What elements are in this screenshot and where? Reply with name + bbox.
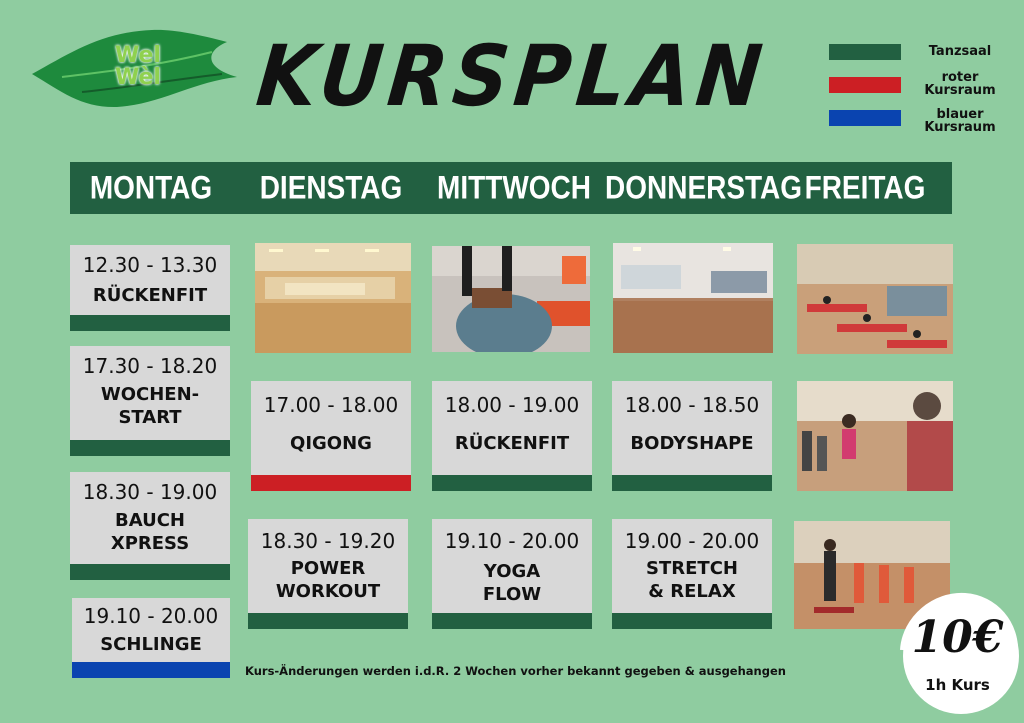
class-time: 17.30 - 18.20 [82,354,218,378]
class-card-thu-stretchrelax [612,519,772,629]
class-card-thu-bodyshape [612,381,772,491]
class-name-line2: WORKOUT [275,581,381,602]
class-name-line2: & RELAX [648,581,736,602]
class-name-line1: WOCHEN- [100,384,200,405]
photo-kursraum-empty [613,243,773,353]
class-name-line1: STRETCH [646,558,738,579]
schedule-notice: Kurs-Änderungen werden i.d.R. 2 Wochen vorher bekannt gegeben & ausgehangen [245,664,786,678]
class-time: 19.10 - 20.00 [83,604,219,628]
day-mittwoch: MITTWOCH [437,169,591,206]
room-bar-tanzsaal [248,613,408,629]
room-bar-tanzsaal [612,475,772,491]
room-bar-tanzsaal [70,440,230,456]
photo-group-aerobic [797,381,953,491]
class-name-line1: BAUCH [115,510,185,531]
class-time: 19.10 - 20.00 [444,529,580,553]
room-bar-tanzsaal [432,613,592,629]
class-card-mon-wochenstart [70,346,230,456]
class-time: 18.00 - 19.00 [444,393,580,417]
class-name-line2: XPRESS [110,533,190,554]
day-montag: MONTAG [89,169,213,206]
legend-swatch-tanzsaal [829,44,901,60]
class-card-mon-rueckenfit [70,245,230,331]
class-time: 17.00 - 18.00 [263,393,399,417]
logo-text: Wel Wèl [115,43,161,90]
class-card-wed-rueckenfit [432,381,592,491]
class-card-tue-powerworkout [248,519,408,629]
class-time: 18.00 - 18.50 [624,393,760,417]
price-value: 10€ [911,612,1004,663]
photo-group-mats [797,244,953,354]
room-bar-blau [72,662,230,678]
room-bar-tanzsaal [70,315,230,331]
day-dienstag: DIENSTAG [259,169,403,206]
class-card-tue-qigong [251,381,411,491]
class-name: BODYSHAPE [630,433,754,454]
day-donnerstag: DONNERSTAG [605,169,803,206]
room-bar-tanzsaal [70,564,230,580]
class-name-line2: START [118,407,182,428]
photo-tanzsaal-empty [255,243,411,353]
class-time: 18.30 - 19.00 [82,480,218,504]
class-card-mon-schlinge [72,598,230,678]
price-unit: 1h Kurs [925,676,990,694]
day-freitag: FREITAG [804,169,926,206]
room-bar-tanzsaal [432,475,592,491]
class-name: RÜCKENFIT [454,433,570,454]
class-time: 18.30 - 19.20 [260,529,396,553]
class-name: QIGONG [290,433,372,454]
legend-swatch-rot [829,77,901,93]
legend-label-blau: blauer Kursraum [924,107,996,135]
photo-gymball [432,246,590,352]
class-time: 12.30 - 13.30 [82,253,218,277]
class-card-wed-yogaflow [432,519,592,629]
room-bar-tanzsaal [612,613,772,629]
legend-label-rot: roter Kursraum [924,70,996,98]
class-name-line1: YOGA [483,561,541,582]
legend-swatch-blau [829,110,901,126]
page-title: KURSPLAN [252,27,772,125]
class-name: SCHLINGE [100,634,202,655]
class-time: 19.00 - 20.00 [624,529,760,553]
legend-label-tanzsaal: Tanzsaal [928,44,992,59]
room-bar-rot [251,475,411,491]
class-name-line2: FLOW [482,584,542,605]
class-name: RÜCKENFIT [92,285,208,306]
class-name-line1: POWER [290,558,366,579]
class-card-mon-bauchxpress [70,472,230,580]
